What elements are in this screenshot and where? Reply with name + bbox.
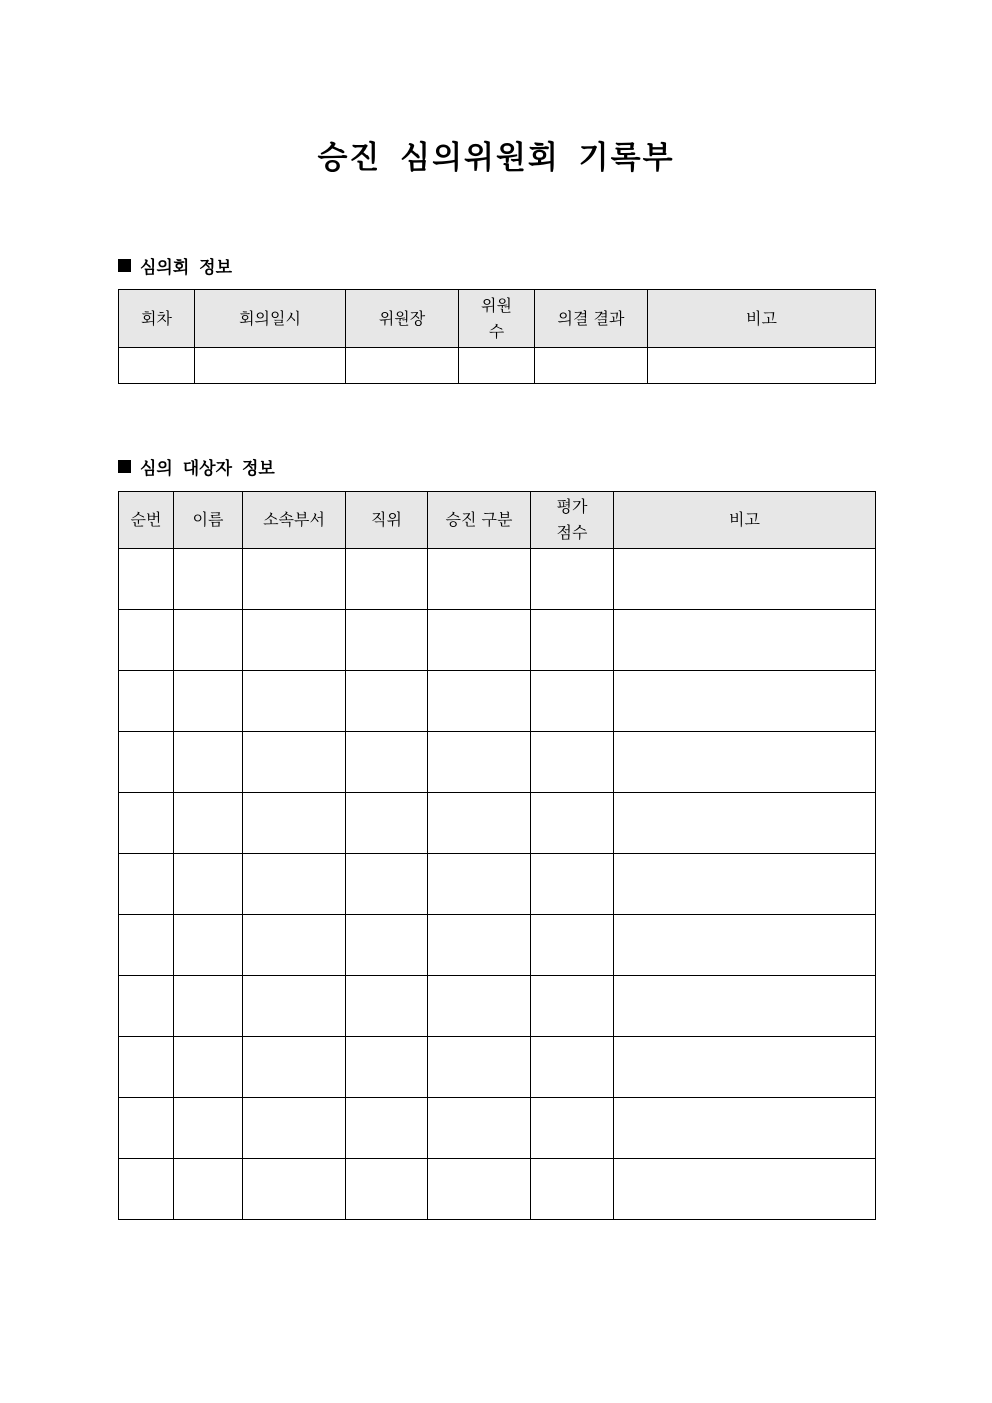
cell-name[interactable] <box>174 854 243 915</box>
cell-remarks[interactable] <box>614 671 876 732</box>
member-count-line-1: 위원 <box>481 295 512 315</box>
cell-member-count[interactable] <box>459 348 535 384</box>
cell-promotion-type[interactable] <box>428 1098 531 1159</box>
cell-promotion-type[interactable] <box>428 1037 531 1098</box>
cell-sequence[interactable] <box>119 610 174 671</box>
cell-position[interactable] <box>346 1037 428 1098</box>
column-header-department: 소속부서 <box>243 492 346 549</box>
cell-promotion-type[interactable] <box>428 610 531 671</box>
cell-promotion-type[interactable] <box>428 976 531 1037</box>
cell-sequence[interactable] <box>119 1098 174 1159</box>
meeting-info-heading-label: 심의회 정보 <box>140 258 233 278</box>
square-bullet-icon <box>118 460 131 473</box>
cell-remarks[interactable] <box>614 610 876 671</box>
cell-evaluation-score[interactable] <box>531 732 614 793</box>
cell-name[interactable] <box>174 610 243 671</box>
cell-sequence[interactable] <box>119 854 174 915</box>
cell-promotion-type[interactable] <box>428 549 531 610</box>
cell-evaluation-score[interactable] <box>531 854 614 915</box>
cell-sequence[interactable] <box>119 1159 174 1220</box>
cell-department[interactable] <box>243 854 346 915</box>
cell-name[interactable] <box>174 793 243 854</box>
column-header-resolution: 의결 결과 <box>535 290 648 348</box>
cell-sequence[interactable] <box>119 1037 174 1098</box>
cell-position[interactable] <box>346 610 428 671</box>
cell-department[interactable] <box>243 976 346 1037</box>
cell-department[interactable] <box>243 1098 346 1159</box>
cell-evaluation-score[interactable] <box>531 610 614 671</box>
cell-department[interactable] <box>243 915 346 976</box>
column-header-name: 이름 <box>174 492 243 549</box>
cell-name[interactable] <box>174 732 243 793</box>
cell-promotion-type[interactable] <box>428 732 531 793</box>
column-header-position: 직위 <box>346 492 428 549</box>
table-header-row <box>119 492 876 549</box>
cell-position[interactable] <box>346 549 428 610</box>
table-row <box>119 1037 876 1098</box>
cell-position[interactable] <box>346 1098 428 1159</box>
cell-department[interactable] <box>243 610 346 671</box>
cell-department[interactable] <box>243 1159 346 1220</box>
column-header-chairperson: 위원장 <box>346 290 459 348</box>
cell-evaluation-score[interactable] <box>531 1159 614 1220</box>
cell-name[interactable] <box>174 1098 243 1159</box>
table-row <box>119 671 876 732</box>
cell-position[interactable] <box>346 793 428 854</box>
cell-sequence[interactable] <box>119 976 174 1037</box>
cell-evaluation-score[interactable] <box>531 915 614 976</box>
cell-remarks[interactable] <box>648 348 876 384</box>
cell-evaluation-score[interactable] <box>531 1098 614 1159</box>
column-header-meeting-datetime: 회의일시 <box>195 290 346 348</box>
cell-remarks[interactable] <box>614 1159 876 1220</box>
column-header-member-count <box>459 290 535 348</box>
table-row <box>119 976 876 1037</box>
cell-name[interactable] <box>174 671 243 732</box>
table-row <box>119 1098 876 1159</box>
cell-promotion-type[interactable] <box>428 1159 531 1220</box>
candidate-info-table <box>118 491 876 1220</box>
column-header-round: 회차 <box>119 290 195 348</box>
column-header-promotion-type: 승진 구분 <box>428 492 531 549</box>
cell-position[interactable] <box>346 1159 428 1220</box>
document-title: 승진 심의위원회 기록부 <box>317 140 675 176</box>
cell-name[interactable] <box>174 1159 243 1220</box>
cell-remarks[interactable] <box>614 854 876 915</box>
column-header-remarks: 비고 <box>614 492 876 549</box>
cell-evaluation-score[interactable] <box>531 549 614 610</box>
candidate-info-heading-label: 심의 대상자 정보 <box>140 459 275 479</box>
cell-sequence[interactable] <box>119 793 174 854</box>
meeting-info-heading <box>118 253 232 278</box>
cell-sequence[interactable] <box>119 732 174 793</box>
cell-position[interactable] <box>346 671 428 732</box>
cell-remarks[interactable] <box>614 793 876 854</box>
cell-sequence[interactable] <box>119 549 174 610</box>
cell-department[interactable] <box>243 1037 346 1098</box>
cell-promotion-type[interactable] <box>428 671 531 732</box>
member-count-line-2: 수 <box>488 321 505 341</box>
cell-meeting-datetime[interactable] <box>195 348 346 384</box>
table-row <box>119 348 876 384</box>
cell-round[interactable] <box>119 348 195 384</box>
cell-sequence[interactable] <box>119 671 174 732</box>
cell-chairperson[interactable] <box>346 348 459 384</box>
cell-resolution[interactable] <box>535 348 648 384</box>
cell-position[interactable] <box>346 915 428 976</box>
cell-promotion-type[interactable] <box>428 854 531 915</box>
column-header-remarks: 비고 <box>648 290 876 348</box>
score-line-2: 점수 <box>556 523 588 542</box>
column-header-evaluation-score <box>531 492 614 549</box>
cell-evaluation-score[interactable] <box>531 671 614 732</box>
meeting-info-table <box>118 289 876 384</box>
cell-position[interactable] <box>346 854 428 915</box>
table-row <box>119 793 876 854</box>
score-line-1: 평가 <box>556 497 588 516</box>
cell-evaluation-score[interactable] <box>531 976 614 1037</box>
candidate-info-heading <box>118 454 275 479</box>
table-row <box>119 549 876 610</box>
cell-promotion-type[interactable] <box>428 915 531 976</box>
cell-position[interactable] <box>346 976 428 1037</box>
table-row <box>119 854 876 915</box>
cell-name[interactable] <box>174 549 243 610</box>
cell-name[interactable] <box>174 976 243 1037</box>
square-bullet-icon <box>118 259 131 272</box>
cell-promotion-type[interactable] <box>428 793 531 854</box>
cell-remarks[interactable] <box>614 732 876 793</box>
column-header-sequence: 순번 <box>119 492 174 549</box>
table-row <box>119 1159 876 1220</box>
cell-remarks[interactable] <box>614 915 876 976</box>
cell-remarks[interactable] <box>614 976 876 1037</box>
cell-name[interactable] <box>174 915 243 976</box>
cell-department[interactable] <box>243 549 346 610</box>
table-row <box>119 610 876 671</box>
table-header-row <box>119 290 876 348</box>
cell-remarks[interactable] <box>614 549 876 610</box>
cell-name[interactable] <box>174 1037 243 1098</box>
cell-remarks[interactable] <box>614 1037 876 1098</box>
cell-department[interactable] <box>243 732 346 793</box>
cell-department[interactable] <box>243 671 346 732</box>
cell-evaluation-score[interactable] <box>531 1037 614 1098</box>
cell-remarks[interactable] <box>614 1098 876 1159</box>
cell-evaluation-score[interactable] <box>531 793 614 854</box>
cell-department[interactable] <box>243 793 346 854</box>
table-row <box>119 915 876 976</box>
table-row <box>119 732 876 793</box>
cell-position[interactable] <box>346 732 428 793</box>
cell-sequence[interactable] <box>119 915 174 976</box>
